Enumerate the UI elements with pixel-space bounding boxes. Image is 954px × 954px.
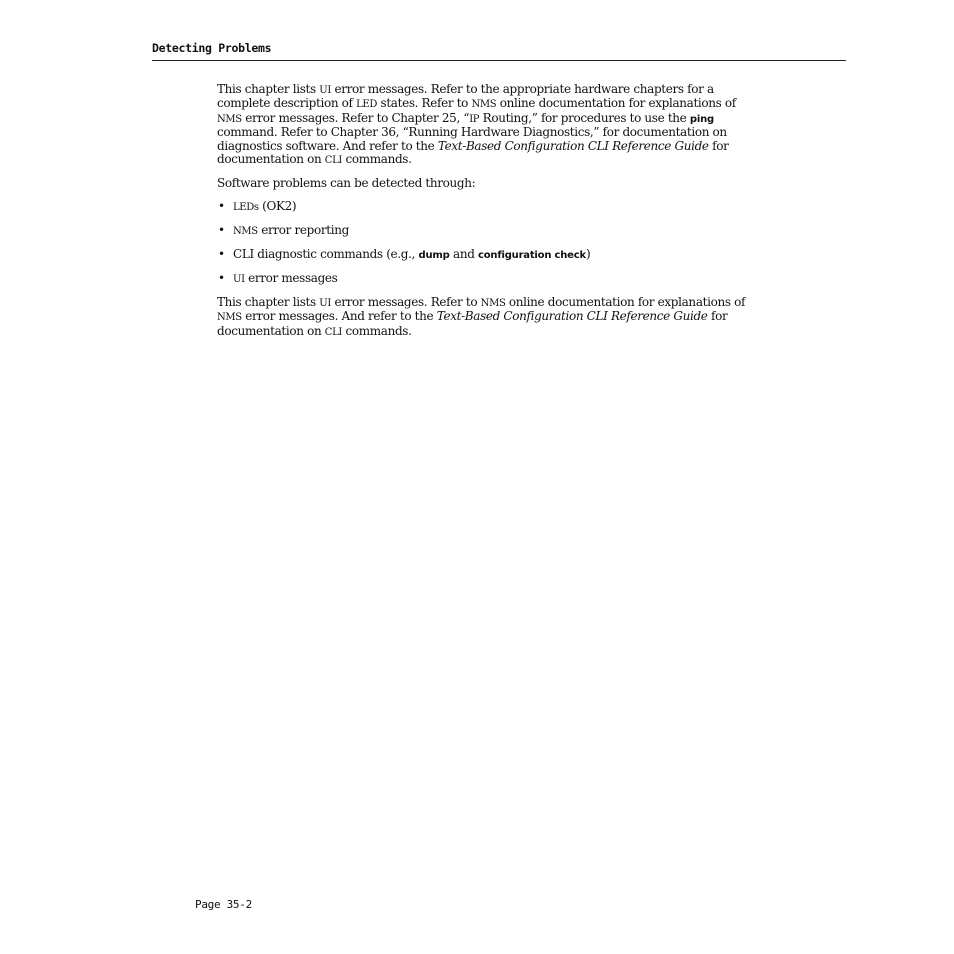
ip-abbr: IP	[469, 113, 480, 125]
text-run: error messages. Refer to Chapter 25, “	[241, 110, 470, 125]
list-item	[217, 200, 762, 214]
ui-abbr: UI	[319, 297, 331, 309]
nms-abbr: NMS	[233, 225, 258, 237]
ui-abbr: UI	[319, 85, 331, 96]
text-run: This chapter lists	[217, 82, 320, 96]
text-run: online documentation for explanations of	[505, 294, 746, 309]
header-title: Detecting Problems	[152, 41, 272, 55]
text-run: error messages. Refer to	[330, 294, 481, 309]
nms-abbr: NMS	[217, 113, 242, 125]
page-number: Page 35-2	[195, 898, 252, 911]
text-run: Routing,” for procedures to use the	[479, 110, 690, 125]
detection-intro: Software problems can be detected through:	[217, 175, 476, 190]
text-run: error messages. And refer to the	[241, 309, 437, 324]
bullet-icon: •	[218, 270, 225, 285]
text-run: commands.	[342, 323, 412, 338]
text-run: for documentation on	[217, 138, 729, 167]
list-item-text: and	[449, 246, 478, 261]
intro-paragraph	[217, 83, 762, 167]
text-run: error messages. Refer to the appropriate hardware chapters for a complete description of	[217, 82, 714, 111]
detection-list	[217, 200, 762, 286]
list-item-text: error messages	[244, 270, 338, 285]
text-run: command. Refer to Chapter 36, “Running Hardware Diagnostics,” for documentation on diagnostics software. And refer to the	[217, 125, 727, 153]
nms-abbr: NMS	[217, 312, 242, 324]
nms-abbr: NMS	[471, 99, 497, 111]
text-run: This chapter lists	[217, 294, 320, 309]
text-run: commands.	[342, 152, 412, 167]
list-item	[217, 224, 762, 238]
list-item	[217, 272, 762, 286]
dump-command: dump	[418, 249, 450, 261]
cli-abbr: CLI	[324, 326, 342, 338]
cli-abbr: CLI	[324, 155, 342, 167]
list-item-text: CLI diagnostic commands (e.g.,	[233, 246, 419, 261]
text-run: states. Refer to	[377, 96, 472, 111]
bullet-icon: •	[218, 198, 225, 213]
reference-guide-title: Text-Based Configuration CLI Reference Guide	[436, 309, 708, 324]
configuration-check-command: configuration check	[478, 249, 586, 261]
list-item-text: error reporting	[257, 222, 349, 237]
text-run: online documentation for explanations of	[496, 96, 736, 111]
ping-command: ping	[689, 113, 714, 125]
running-header	[152, 40, 846, 61]
list-item-text: (OK2)	[258, 198, 297, 213]
body-content	[217, 83, 762, 349]
text-run: for documentation on	[217, 309, 728, 338]
summary-paragraph	[217, 296, 762, 339]
list-item-text: )	[585, 246, 591, 261]
bullet-icon: •	[218, 222, 225, 237]
nms-abbr: NMS	[480, 297, 506, 309]
reference-guide-title: Text-Based Configuration CLI Reference Guide	[437, 138, 709, 153]
ui-abbr: UI	[233, 273, 245, 285]
bullet-icon: •	[218, 246, 225, 261]
led-abbr: LED	[356, 99, 378, 111]
list-item	[217, 248, 762, 262]
led-abbr: LEDs	[233, 201, 259, 213]
